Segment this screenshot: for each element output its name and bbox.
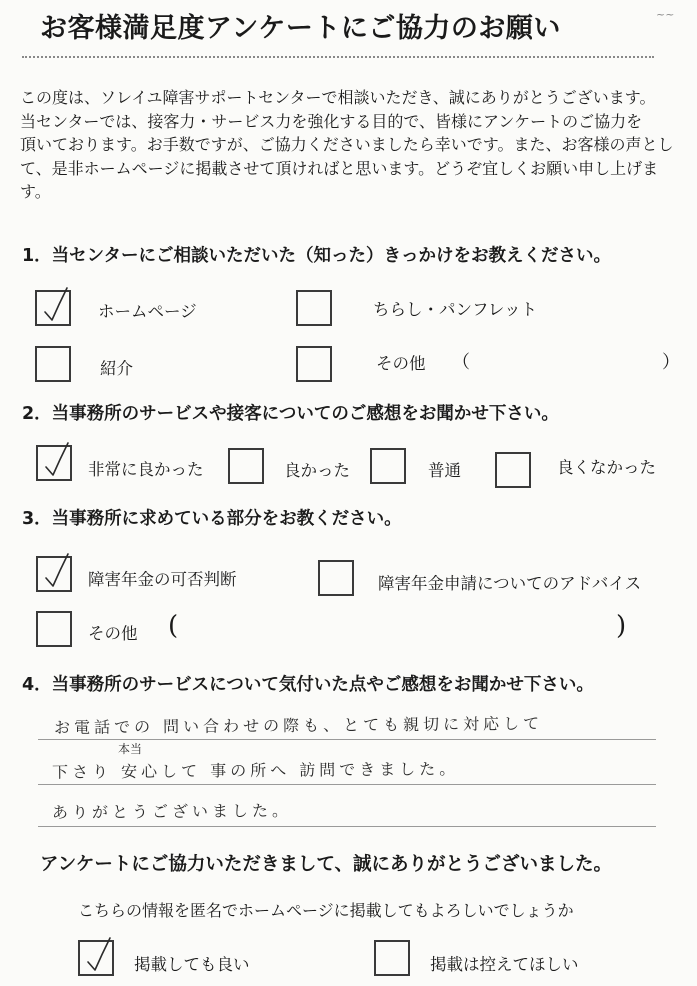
label-q1-homepage: ホームページ <box>98 302 197 321</box>
checkbox-consent-ng[interactable] <box>374 940 410 976</box>
question-2: 2．当事務所のサービスや接客についてのご感想をお聞かせ下さい。 <box>22 404 559 424</box>
checkbox-q1-other[interactable] <box>296 346 332 382</box>
label-q1-other: その他 <box>376 354 426 373</box>
label-q1-flyer: ちらし・パンフレット <box>373 300 538 319</box>
handwritten-answer-line: 下さり 安心して 事の所へ 訪問できました。 <box>51 759 460 782</box>
label-q2-good: 良かった <box>284 461 350 480</box>
checkbox-q2-very-good[interactable] <box>36 445 72 481</box>
check-mark-icon <box>38 437 78 483</box>
checkbox-q2-normal[interactable] <box>370 448 406 484</box>
checkbox-q3-other[interactable] <box>36 611 72 647</box>
question-3: 3．当事務所に求めている部分をお教ください。 <box>22 509 402 529</box>
consent-question: こちらの情報を匿名でホームページに掲載してもよろしいでしょうか <box>78 901 574 920</box>
answer-line <box>38 784 656 785</box>
intro-line: 当センターでは、接客力・サービス力を強化する目的で、皆様にアンケートのご協力を <box>20 111 643 131</box>
check-mark-icon <box>80 932 120 978</box>
label-q3-eligibility: 障害年金の可否判断 <box>88 570 237 589</box>
intro-line: 頂いております。お手数ですが、ご協力くださいましたら幸いです。また、お客様の声とし <box>20 135 674 154</box>
corner-mark: ~~ <box>656 8 675 21</box>
answer-line <box>38 826 656 827</box>
paren-open: （ <box>452 352 470 373</box>
title-divider <box>22 56 654 58</box>
label-q3-advice: 障害年金申請についてのアドバイス <box>378 574 642 593</box>
handwritten-answer-line: お電話での 問い合わせの際も、とても親切に対応して <box>53 713 544 738</box>
thanks-message: アンケートにご協力いただきまして、誠にありがとうございました。 <box>40 854 613 875</box>
paren-close: ) <box>616 611 627 641</box>
checkbox-consent-ok[interactable] <box>78 940 114 976</box>
question-4: 4．当事務所のサービスについて気付いた点やご感想をお聞かせ下さい。 <box>22 675 594 695</box>
intro-line: この度は、ソレイユ障害サポートセンターで相談いただき、誠にありがとうございます。 <box>20 88 656 107</box>
intro-line: す。 <box>20 182 51 201</box>
label-q3-other: その他 <box>88 624 138 643</box>
checkbox-q1-homepage[interactable] <box>35 290 71 326</box>
checkbox-q2-not-good[interactable] <box>495 452 531 488</box>
label-q1-referral: 紹介 <box>100 359 133 378</box>
checkbox-q1-flyer[interactable] <box>296 290 332 326</box>
handwritten-insert: 本当 <box>118 742 143 756</box>
paren-open: ( <box>168 611 179 641</box>
question-1: 1．当センターにご相談いただいた（知った）きっかけをお教えください。 <box>22 246 611 266</box>
checkbox-q1-referral[interactable] <box>35 346 71 382</box>
intro-line: て、是非ホームページに掲載させて頂ければと思います。どうぞ宜しくお願い申し上げま <box>20 158 659 178</box>
intro-paragraph <box>20 86 688 204</box>
checkbox-q2-good[interactable] <box>228 448 264 484</box>
label-consent-ok: 掲載しても良い <box>134 955 250 974</box>
checkbox-q3-eligibility[interactable] <box>36 556 72 592</box>
label-q2-very-good: 非常に良かった <box>88 460 204 479</box>
page-title: お客様満足度アンケートにご協力のお願い <box>40 13 561 44</box>
label-consent-ng: 掲載は控えてほしい <box>430 955 579 974</box>
check-mark-icon <box>38 548 78 594</box>
check-mark-icon <box>37 282 77 328</box>
label-q2-normal: 普通 <box>428 461 461 480</box>
checkbox-q3-advice[interactable] <box>318 560 354 596</box>
handwritten-answer-line: ありがとうございました。 <box>51 800 293 823</box>
paren-close: ） <box>662 352 680 373</box>
label-q2-not-good: 良くなかった <box>557 458 656 477</box>
